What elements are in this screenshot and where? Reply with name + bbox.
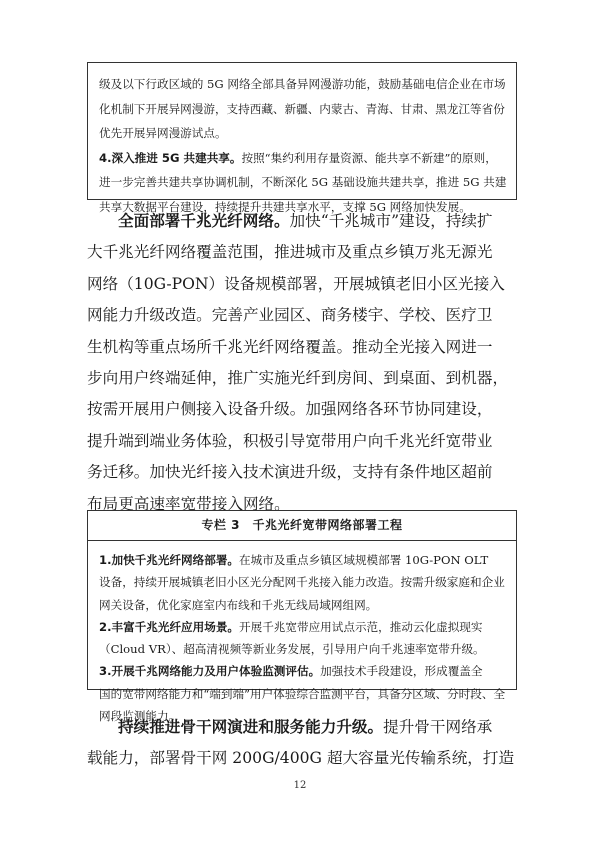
column-header: 专栏 3 千兆光纤宽带网络部署工程 <box>88 511 516 541</box>
box-5g-roaming-sharing <box>87 62 517 214</box>
paragraph-gigabit-fiber <box>87 206 517 520</box>
para-line: 载能力，部署骨干网 200G/400G 超大容量光传输系统，打造 <box>87 749 515 768</box>
para-line: 务迁移。加快光纤接入技术演进升级，支持有条件地区超前 <box>87 463 493 482</box>
para-line: 步向用户终端延伸，推广实施光纤到房间、到桌面、到机器， <box>87 369 509 388</box>
para-line: 生机构等重点场所千兆光纤网络覆盖。推动全光接入网进一 <box>87 337 493 356</box>
para-line: 布局更高速率宽带接入网络。 <box>87 494 290 513</box>
item-3: 3.开展千兆网络能力及用户体验监测评估。加强技术手段建设，形成覆盖全 <box>99 664 483 679</box>
para-line: 全面部署千兆光纤网络。加快“千兆城市”建设，持续扩 <box>118 212 493 230</box>
para-line: 网络（10G-PON）设备规模部署，开展城镇老旧小区光接入 <box>87 274 505 293</box>
para-line: 提升端到端业务体验，积极引导宽带用户向千兆光纤宽带业 <box>87 431 493 450</box>
para-title: 持续推进骨干网演进和服务能力升级。 <box>118 718 384 736</box>
item-4-text: 按照“集约利用存量资源、能共享不新建”的原则， <box>241 150 497 165</box>
text-line: 化机制下开展异网漫游，支持西藏、新疆、内蒙古、青海、甘肃、黑龙江等省份 <box>99 101 505 116</box>
item-1: 1.加快千兆光纤网络部署。在城市及重点乡镇区域规模部署 10G-PON OLT <box>99 553 489 567</box>
text-line: 网段监测能力。 <box>99 709 181 724</box>
para-line: 大千兆光纤网络覆盖范围，推进城市及重点乡镇万兆无源光 <box>87 243 493 262</box>
column-body <box>88 541 516 727</box>
text-line: 共享大数据平台建设，持续提升共建共享水平，支撑 5G 网络加快发展。 <box>99 199 471 214</box>
text-line: 国的宽带网络能力和“端到端”用户体验综合监测平台，具备分区域、分时段、全 <box>99 686 506 701</box>
item-4 <box>99 146 507 171</box>
item-3-title: 3.开展千兆网络能力及用户体验监测评估。 <box>99 664 321 679</box>
text-line: 设备，持续开展城镇老旧小区光分配网千兆接入能力改造。按需升级家庭和企业 <box>99 575 505 590</box>
para-title: 全面部署千兆光纤网络。 <box>118 212 290 230</box>
text-line: 进一步完善共建共享协调机制，不断深化 5G 基础设施共建共享，推进 5G 共建 <box>99 175 507 189</box>
text-line: 网关设备，优化家庭室内布线和千兆无线局域网组网。 <box>99 597 378 612</box>
text-line: 优先开展异网漫游试点。 <box>99 126 227 140</box>
item-2-title: 2.丰富千兆光纤应用场景。 <box>99 619 240 634</box>
para-line: 持续推进骨干网演进和服务能力升级。提升骨干网络承 <box>118 718 493 736</box>
text-line: （Cloud VR）、超高清视频等新业务发展，引导用户向千兆速率宽带升级。 <box>99 642 485 657</box>
item-2: 2.丰富千兆光纤应用场景。开展千兆宽带应用试点示范，推动云化虚拟现实 <box>99 619 483 634</box>
text-line: 级及以下行政区域的 5G 网络全部具备异网漫游功能，鼓励基础电信企业在市场 <box>99 77 506 91</box>
para-line: 网能力升级改造。完善产业园区、商务楼宇、学校、医疗卫 <box>87 306 493 325</box>
item-4-title: 4.深入推进 5G 共建共享。 <box>99 150 242 165</box>
page-number: 12 <box>293 780 307 791</box>
para-line: 按需开展用户侧接入设备升级。加强网络各环节协同建设， <box>87 400 493 419</box>
box-column-3 <box>87 510 517 724</box>
paragraph-backbone-network <box>87 712 517 775</box>
item-1-title: 1.加快千兆光纤网络部署。 <box>99 553 240 567</box>
